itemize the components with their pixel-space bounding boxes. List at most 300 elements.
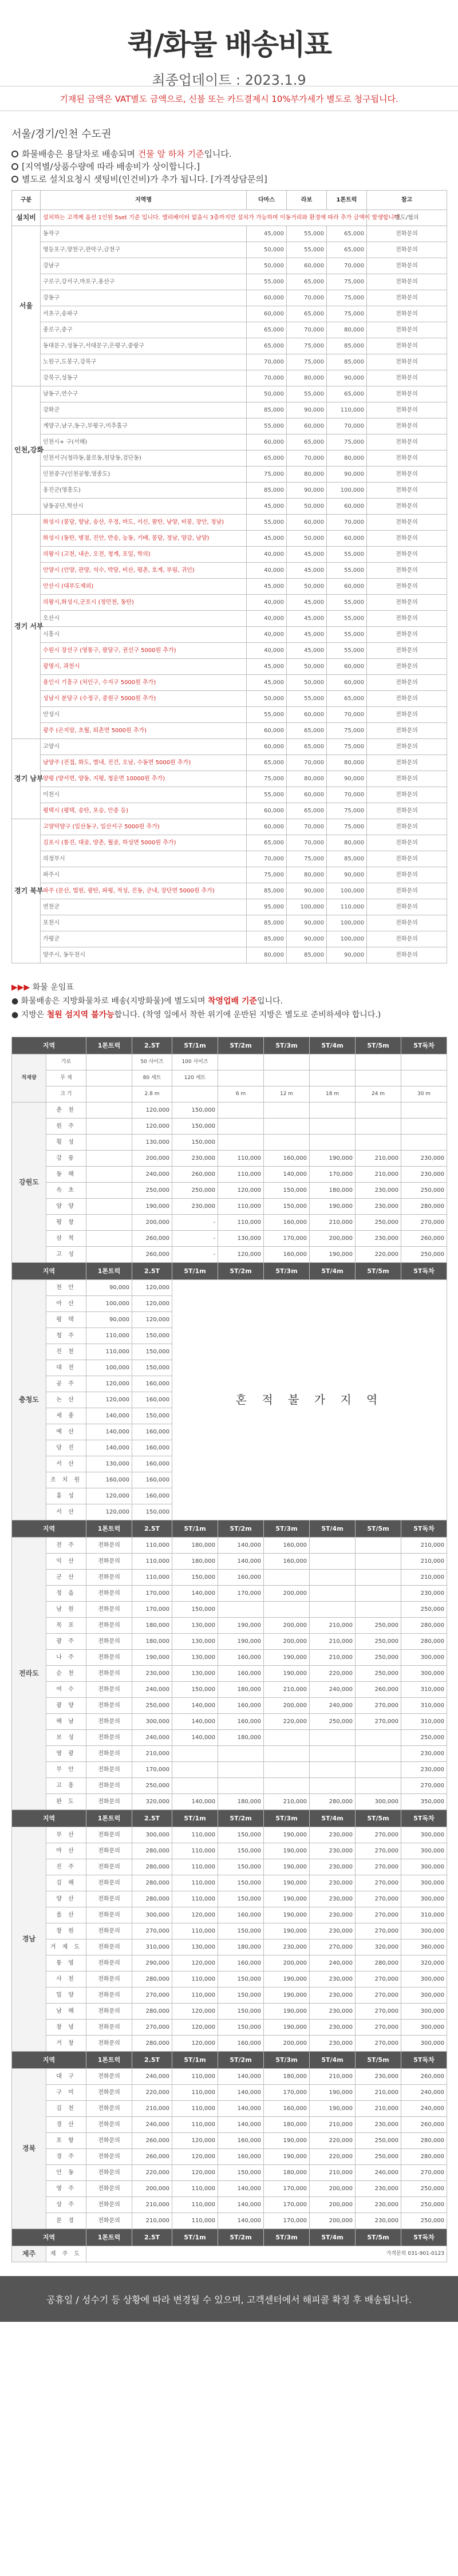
table-row [12, 242, 447, 258]
note-cell: 전화문의 [367, 851, 447, 867]
city-name: 통 영 [46, 1955, 86, 1971]
footer-notice: 공휴일 / 성수기 등 상황에 따라 변경될 수 있으며, 고객센터에서 해피콜 확정 후 배송됩니다. [0, 2276, 458, 2322]
price-cell: 230,000 [310, 1891, 356, 1907]
column-header: 5T/3m [264, 2229, 310, 2246]
price-cell: 230,000 [356, 2117, 401, 2133]
city-name: 거 창 [46, 2036, 86, 2052]
price-cell: 230,000 [310, 1859, 356, 1875]
city-name: 익 산 [46, 1554, 86, 1570]
price-cell: 180,000 [264, 2117, 310, 2133]
price-cell: 75,000 [247, 467, 287, 483]
price-cell: 240,000 [310, 1698, 356, 1714]
price-cell: 300,000 [401, 1891, 447, 1907]
price-cell: 250,000 [356, 1618, 401, 1634]
price-cell: 110,000 [172, 2181, 218, 2197]
price-cell: 230,000 [310, 1923, 356, 1939]
table-row [12, 819, 447, 835]
triangle-icon: ▶▶▶ [11, 983, 33, 992]
price-cell: 60,000 [287, 258, 327, 274]
price-cell: 전화문의 [86, 1570, 132, 1586]
price-cell: 전화문의 [86, 1827, 132, 1843]
table-row [12, 2085, 447, 2101]
price-cell: 140,000 [218, 2197, 264, 2213]
column-header: 지역 [12, 2229, 86, 2246]
area-name: 강화군 [41, 402, 247, 418]
city-name: 울 산 [46, 1907, 86, 1923]
price-cell: 170,000 [264, 2213, 310, 2229]
price-cell: 80,000 [327, 835, 367, 851]
price-cell: 90,000 [287, 915, 327, 931]
price-cell: 230,000 [264, 1939, 310, 1955]
price-cell: 150,000 [264, 1199, 310, 1215]
price-cell: 180,000 [218, 1794, 264, 1810]
area-name: 성남시 분당구 (수정구, 중원구 5000원 추가) [41, 691, 247, 707]
table-row [12, 1730, 447, 1746]
price-cell: 55,000 [247, 787, 287, 803]
spec-cell: 18 m [310, 1086, 356, 1103]
column-header: 5T/1m [172, 1263, 218, 1280]
table-row [12, 1602, 447, 1618]
column-header: 2.5T [132, 1263, 172, 1280]
price-cell: 40,000 [247, 611, 287, 627]
price-cell: 210,000 [401, 1538, 447, 1554]
price-cell: 전화문의 [86, 1618, 132, 1634]
city-name: 창 녕 [46, 2020, 86, 2036]
column-header: 5T독차 [401, 2052, 447, 2069]
price-cell: 50,000 [287, 659, 327, 675]
price-cell: 60,000 [247, 306, 287, 322]
price-cell: 190,000 [310, 1199, 356, 1215]
price-cell: 75,000 [247, 771, 287, 787]
note-cell: 전화문의 [367, 499, 447, 515]
city-name: 군 산 [46, 1570, 86, 1586]
price-cell: 85,000 [287, 947, 327, 963]
table-row [12, 835, 447, 851]
price-cell: 90,000 [327, 467, 367, 483]
price-cell: 55,000 [327, 595, 367, 611]
price-cell: 160,000 [218, 2133, 264, 2149]
price-cell: 160,000 [218, 1955, 264, 1971]
price-cell: 150,000 [172, 1570, 218, 1586]
install-note: 설치하는 고객께 옵션 1인원 5set 기준 입니다. 엘리베이터 없을시 3층까지만 설치가 가능하며 이동거리와 환경에 따라 추가 금액이 발생합니다. [41, 210, 367, 226]
note-cell: 전화문의 [367, 627, 447, 643]
price-cell: 150,000 [218, 2020, 264, 2036]
spec-cell [310, 1054, 356, 1070]
spec-cell [310, 1070, 356, 1086]
price-cell: 110,000 [86, 1344, 132, 1360]
column-header: 지역 [12, 1037, 86, 1054]
area-name: 김포시 (통진, 대곶, 양촌, 월곶, 하성면 5000원 추가) [41, 835, 247, 851]
price-cell: 260,000 [132, 1231, 172, 1247]
price-cell [218, 1746, 264, 1762]
table-row [12, 899, 447, 915]
price-cell: 60,000 [327, 675, 367, 691]
column-header: 다마스 [247, 191, 287, 210]
area-name: 인천시+ 구(서해) [41, 434, 247, 451]
price-cell: 45,000 [287, 611, 327, 627]
table-row [12, 1103, 447, 1119]
price-cell: 280,000 [310, 1794, 356, 1810]
price-cell: 300,000 [132, 1907, 172, 1923]
note-cell: 전화문의 [367, 883, 447, 899]
city-name: 광 주 [46, 1634, 86, 1650]
table-row [12, 290, 447, 306]
price-cell: 160,000 [132, 1488, 172, 1504]
price-cell: 50,000 [247, 386, 287, 402]
price-cell: 180,000 [172, 1554, 218, 1570]
note-cell: 전화문의 [367, 515, 447, 531]
price-cell: 300,000 [401, 2020, 447, 2036]
price-cell: 280,000 [401, 1634, 447, 1650]
table-row [12, 306, 447, 322]
price-cell: 85,000 [327, 338, 367, 354]
price-cell: 210,000 [356, 1167, 401, 1183]
price-cell: 180,000 [218, 1682, 264, 1698]
price-cell: 190,000 [310, 1247, 356, 1263]
price-cell: 60,000 [247, 819, 287, 835]
price-cell: 55,000 [247, 418, 287, 434]
price-cell: 230,000 [172, 1151, 218, 1167]
price-cell: 210,000 [264, 1682, 310, 1698]
price-cell: 230,000 [310, 2020, 356, 2036]
spec-cell [172, 1086, 218, 1103]
price-cell: 55,000 [287, 242, 327, 258]
price-cell: 120,000 [172, 2004, 218, 2020]
spec-cell [218, 1070, 264, 1086]
price-cell: 65,000 [327, 226, 367, 242]
price-cell: 150,000 [218, 1843, 264, 1859]
price-cell: 300,000 [401, 2036, 447, 2052]
column-header: 5T/5m [356, 1263, 401, 1280]
group-label: 인천,강화 [12, 386, 41, 515]
price-cell: 190,000 [310, 2101, 356, 2117]
price-cell: 270,000 [401, 2165, 447, 2181]
city-name: 삼 척 [46, 1231, 86, 1247]
price-cell: 55,000 [247, 274, 287, 290]
price-cell [218, 1119, 264, 1135]
column-header: 5T독차 [401, 1810, 447, 1827]
price-cell: 260,000 [401, 2117, 447, 2133]
area-name: 인천중구(인천공항,영종도) [41, 467, 247, 483]
price-cell: 110,000 [172, 1891, 218, 1907]
price-cell: 190,000 [264, 1971, 310, 1988]
area-name: 동대문구,성동구,서대문구,은평구,중랑구 [41, 338, 247, 354]
column-header: 5T/5m [356, 2052, 401, 2069]
price-cell: 130,000 [86, 1456, 132, 1472]
region-label: 충청도 [12, 1280, 46, 1520]
region-label: 경남 [12, 1827, 46, 2052]
price-cell [310, 1762, 356, 1778]
price-cell: 75,000 [327, 290, 367, 306]
table-row [12, 1698, 447, 1714]
price-cell: 280,000 [132, 1859, 172, 1875]
column-header: 5T/1m [172, 2229, 218, 2246]
price-cell: 전화문의 [86, 1988, 132, 2004]
price-cell [356, 1554, 401, 1570]
price-cell: 160,000 [264, 1151, 310, 1167]
price-cell: 150,000 [132, 1504, 172, 1520]
price-cell: 200,000 [310, 1231, 356, 1247]
price-cell: 80,000 [287, 467, 327, 483]
price-cell: 260,000 [401, 1231, 447, 1247]
price-cell: 100,000 [327, 915, 367, 931]
price-cell: 70,000 [287, 755, 327, 771]
price-cell: 전화문의 [86, 1698, 132, 1714]
price-cell: 45,000 [287, 563, 327, 579]
column-header: 1톤트럭 [327, 191, 367, 210]
table-row [12, 2165, 447, 2181]
price-cell: 90,000 [287, 931, 327, 947]
city-name: 당 진 [46, 1440, 86, 1456]
price-cell: 65,000 [287, 434, 327, 451]
price-cell: 전화문의 [86, 2004, 132, 2020]
price-cell: 270,000 [356, 1875, 401, 1891]
price-cell: 190,000 [264, 1875, 310, 1891]
price-cell: 240,000 [132, 1167, 172, 1183]
price-cell: 70,000 [327, 787, 367, 803]
city-name: 세 종 [46, 1408, 86, 1424]
area-name: 이천시 [41, 787, 247, 803]
price-cell: 70,000 [327, 707, 367, 723]
table-row [12, 1907, 447, 1923]
price-cell: 전화문의 [86, 1538, 132, 1554]
note-cell: 전화문의 [367, 451, 447, 467]
city-name: 강 릉 [46, 1151, 86, 1167]
table-row [12, 1891, 447, 1907]
price-cell: 170,000 [264, 2181, 310, 2197]
price-cell: 전화문의 [86, 1955, 132, 1971]
table-row [12, 1618, 447, 1634]
note-cell: 전화문의 [367, 242, 447, 258]
price-cell: 전화문의 [86, 1634, 132, 1650]
area-name: 연천군 [41, 899, 247, 915]
table-row [12, 2149, 447, 2165]
price-cell: 75,000 [327, 803, 367, 819]
price-cell: 120,000 [172, 2020, 218, 2036]
price-cell: 250,000 [132, 1698, 172, 1714]
price-cell: 220,000 [132, 2085, 172, 2101]
price-cell: 150,000 [172, 1682, 218, 1698]
price-cell: 110,000 [172, 1971, 218, 1988]
region-label: 강원도 [12, 1103, 46, 1263]
spec-cell: 120 세트 [172, 1070, 218, 1086]
price-cell: 160,000 [218, 2036, 264, 2052]
price-cell: 170,000 [264, 1231, 310, 1247]
table-row [12, 338, 447, 354]
price-cell: 110,000 [172, 1859, 218, 1875]
price-cell: 70,000 [287, 451, 327, 467]
price-cell: 60,000 [287, 787, 327, 803]
price-cell: 180,000 [132, 1634, 172, 1650]
price-cell [264, 1746, 310, 1762]
price-cell: 270,000 [356, 1827, 401, 1843]
price-cell: 250,000 [356, 1634, 401, 1650]
price-cell: 전화문의 [86, 1602, 132, 1618]
price-cell: 45,000 [247, 659, 287, 675]
note-cell: 전화문의 [367, 611, 447, 627]
price-cell: 230,000 [310, 1843, 356, 1859]
price-inquiry: 가격문의 031-901-0123 [86, 2246, 447, 2262]
spec-cell [356, 1070, 401, 1086]
table-row [12, 627, 447, 643]
price-cell: 140,000 [172, 1794, 218, 1810]
price-cell: 150,000 [218, 2004, 264, 2020]
area-name: 인천서구(청라동,불로동,원당동,검단동) [41, 451, 247, 467]
price-cell: 90,000 [86, 1312, 132, 1328]
table-row [12, 1570, 447, 1586]
price-cell: 190,000 [132, 1199, 172, 1215]
price-cell: 40,000 [247, 643, 287, 659]
spec-cell [264, 1054, 310, 1070]
city-name: 경 주 [46, 2149, 86, 2165]
price-cell: 170,000 [310, 1167, 356, 1183]
price-cell: 230,000 [356, 1231, 401, 1247]
city-name: 양 양 [46, 1199, 86, 1215]
price-cell: 170,000 [132, 1586, 172, 1602]
price-cell: 60,000 [287, 707, 327, 723]
price-cell: 65,000 [247, 755, 287, 771]
price-cell: 170,000 [264, 2085, 310, 2101]
price-cell [264, 1135, 310, 1151]
group-label: 경기 서부 [12, 515, 41, 739]
price-cell: 100,000 [327, 483, 367, 499]
price-cell: 260,000 [401, 2069, 447, 2085]
note-cell: 전화문의 [367, 467, 447, 483]
price-cell: 180,000 [264, 2069, 310, 2085]
price-cell: 150,000 [172, 1119, 218, 1135]
note-cell: 전화문의 [367, 819, 447, 835]
price-cell: 60,000 [327, 531, 367, 547]
note-cell: 전화문의 [367, 402, 447, 418]
price-cell: 전화문의 [86, 2085, 132, 2101]
price-cell: 65,000 [327, 386, 367, 402]
column-header: 5T독차 [401, 1263, 447, 1280]
spec-cell [264, 1070, 310, 1086]
price-cell: 65,000 [287, 723, 327, 739]
price-cell: 40,000 [247, 627, 287, 643]
note-cell: 전화문의 [367, 835, 447, 851]
table-row [12, 739, 447, 755]
city-name: 대 전 [46, 1360, 86, 1376]
price-cell: 180,000 [310, 1183, 356, 1199]
price-cell: 전화문의 [86, 1730, 132, 1746]
price-cell: 전화문의 [86, 2036, 132, 2052]
spec-cell: 6 m [218, 1086, 264, 1103]
price-cell: 300,000 [401, 2004, 447, 2020]
price-cell: 260,000 [356, 1682, 401, 1698]
city-name: 나 주 [46, 1650, 86, 1666]
city-name: 순 천 [46, 1666, 86, 1682]
table-row [12, 1167, 447, 1183]
table-row [12, 258, 447, 274]
price-cell: 85,000 [247, 915, 287, 931]
price-cell [310, 1554, 356, 1570]
price-cell [86, 1215, 132, 1231]
column-header: 2.5T [132, 1520, 172, 1538]
city-name: 서 산 [46, 1504, 86, 1520]
area-name: 서초구,송파구 [41, 306, 247, 322]
table-row [12, 2069, 447, 2085]
price-cell: 190,000 [264, 1666, 310, 1682]
city-name: 평 택 [46, 1312, 86, 1328]
price-cell [86, 1247, 132, 1263]
spec-cell [86, 1070, 132, 1086]
price-cell: 230,000 [356, 1183, 401, 1199]
column-header: 5T/5m [356, 2229, 401, 2246]
price-cell: 160,000 [264, 1215, 310, 1231]
table-row [12, 579, 447, 595]
city-name: 조 치 원 [46, 1472, 86, 1488]
price-cell: 65,000 [287, 274, 327, 290]
price-cell: 300,000 [132, 1827, 172, 1843]
price-cell: 200,000 [310, 2197, 356, 2213]
price-cell: 350,000 [401, 1794, 447, 1810]
spec-cell: 12 m [264, 1086, 310, 1103]
price-cell: 230,000 [401, 1762, 447, 1778]
column-header: 5T독차 [401, 1520, 447, 1538]
area-name: 고양시 [41, 739, 247, 755]
price-cell: 250,000 [356, 2149, 401, 2165]
price-cell: 270,000 [401, 1215, 447, 1231]
price-cell: 150,000 [218, 1971, 264, 1988]
price-cell [172, 1778, 218, 1794]
area-name: 노원구,도봉구,강북구 [41, 354, 247, 370]
price-cell: 190,000 [264, 1827, 310, 1843]
table-row [12, 611, 447, 627]
price-cell: 120,000 [132, 1103, 172, 1119]
area-name: 동작구 [41, 226, 247, 242]
price-cell: 55,000 [327, 643, 367, 659]
city-name: 전 주 [46, 1538, 86, 1554]
city-name: 속 초 [46, 1183, 86, 1199]
column-header: 지역 [12, 1520, 86, 1538]
price-cell: 160,000 [132, 1456, 172, 1472]
price-cell: 250,000 [356, 1215, 401, 1231]
price-cell: 90,000 [327, 947, 367, 963]
column-header: 5T/4m [310, 1037, 356, 1054]
price-cell: 전화문의 [86, 1586, 132, 1602]
column-header: 5T/2m [218, 1520, 264, 1538]
column-header: 5T/5m [356, 1037, 401, 1054]
price-cell: 230,000 [310, 1988, 356, 2004]
table-row [12, 2133, 447, 2149]
price-cell: 65,000 [287, 306, 327, 322]
table-row [12, 531, 447, 547]
price-cell: 300,000 [401, 1988, 447, 2004]
column-header: 5T/3m [264, 1037, 310, 1054]
column-header: 2.5T [132, 1037, 172, 1054]
price-cell: 230,000 [356, 2197, 401, 2213]
column-header: 5T/2m [218, 1263, 264, 1280]
price-cell [356, 1538, 401, 1554]
price-cell: 120,000 [218, 1247, 264, 1263]
spec-cell [86, 1086, 132, 1103]
city-name: 고 흥 [46, 1778, 86, 1794]
column-header: 라보 [287, 191, 327, 210]
price-cell: 210,000 [356, 2101, 401, 2117]
price-cell [218, 1103, 264, 1119]
price-cell: 140,000 [172, 1586, 218, 1602]
price-cell [310, 1119, 356, 1135]
price-cell [264, 1762, 310, 1778]
price-cell: 210,000 [132, 2213, 172, 2229]
price-cell: 75,000 [327, 306, 367, 322]
price-cell: 260,000 [132, 2149, 172, 2165]
spec-cell: 24 m [356, 1086, 401, 1103]
table-row [12, 851, 447, 867]
price-cell: 60,000 [287, 515, 327, 531]
bullet-text: 합니다. (착영 일에서 착한 위기에 운반된 지방은 별도로 준비하세야 합니다.) [114, 1010, 381, 1020]
